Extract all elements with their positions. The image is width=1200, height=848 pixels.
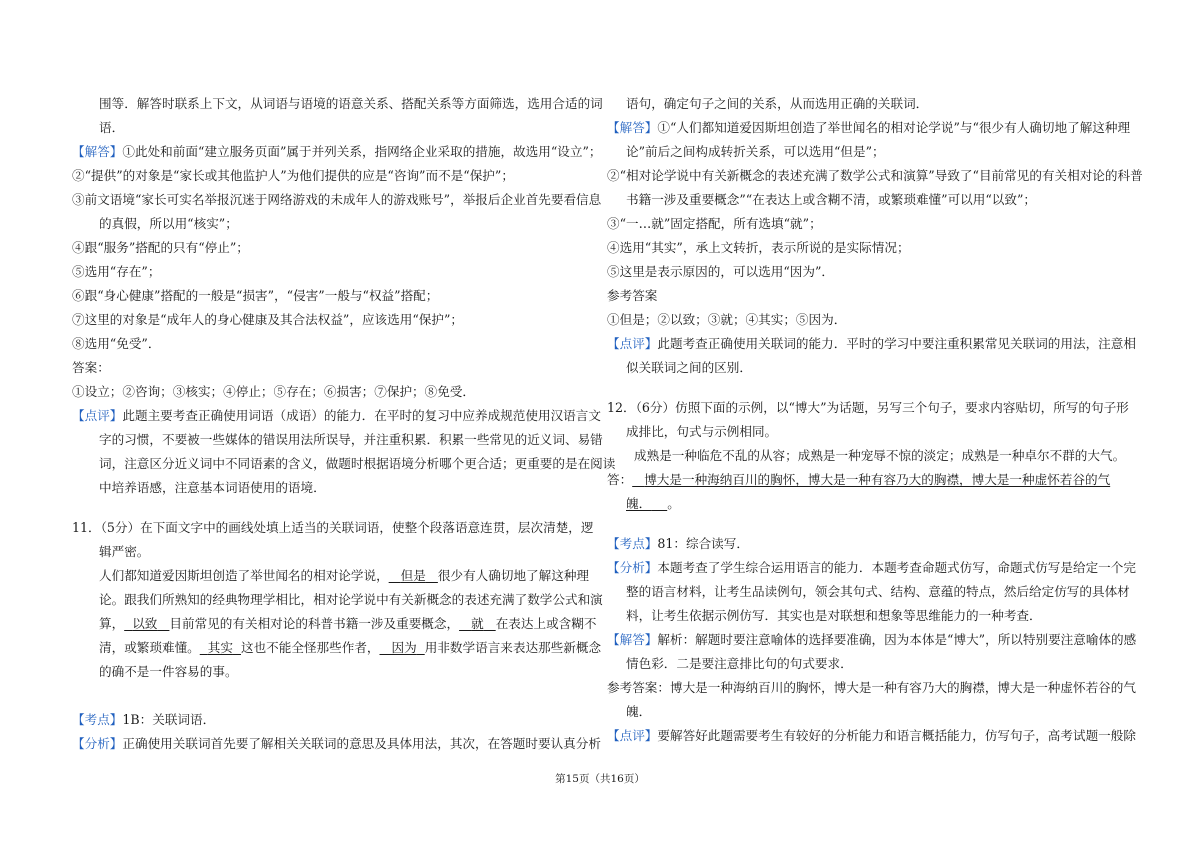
comment-tag: 【点评】 [72, 408, 123, 423]
text-line: 魄． [626, 704, 652, 719]
text-line: 中培养语感，注意基本词语使用的语境． [99, 480, 326, 495]
question-12-title: 12．（6分）仿照下面的示例，以“博大”为话题，另写三个句子，要求内容贴切，所写的句子形 [607, 400, 1129, 415]
fill-blank: 因为 [391, 640, 417, 655]
answer-list: ①但是；②以致；③就；④其实；⑤因为． [607, 312, 847, 327]
answer-underline: 魄． [626, 496, 652, 511]
text-line: ⑤这里是表示原因的，可以选用“因为”． [607, 264, 834, 279]
reference-answer: 参考答案：博大是一种海纳百川的胸怀，博大是一种有容乃大的胸襟，博大是一种虚怀若谷的气 [607, 680, 1136, 695]
answer-paragraph: 【解答】①“人们都知道爱因斯坦创造了举世闻名的相对论学说”与“很少有人确切地了解这种理 [607, 120, 1131, 135]
question-11-title: 11．（5分）在下面文字中的画线处填上适当的关联词语，使整个段落语意连贯，层次清楚，逻 [72, 520, 594, 535]
text-line: 的真假，所以用“核实”； [99, 216, 238, 231]
analysis-paragraph: 【分析】正确使用关联词首先要了解相关关联词的意思及具体用法，其次，在答题时要认真分析 [72, 736, 601, 751]
text-line: 辑严密。 [99, 544, 150, 559]
comment-tag: 【点评】 [607, 728, 658, 743]
text-line: 情色彩．二是要注意排比句的句式要求． [626, 656, 853, 671]
page-number-footer: 第15页（共16页） [555, 773, 645, 785]
fill-blank: 其实 [207, 640, 233, 655]
passage-line: 人们都知道爱因斯坦创造了举世闻名的相对论学说， 但是 很少有人确切地了解这种理 [99, 568, 589, 583]
text-line: ④选用“其实”，承上文转折，表示所说的是实际情况； [607, 240, 910, 255]
fill-blank: 但是 [400, 568, 426, 583]
text-line: 字的习惯，不要被一些媒体的错误用法所误导，并注重积累．积累一些常见的近义词、易错 [99, 432, 603, 447]
text-line: ②“相对论学说中有关新概念的表述充满了数学公式和演算”导致了“目前常见的有关相对论的科普 [607, 168, 1143, 183]
text-line: 料，让考生依据示例仿写．其实也是对联想和想象等思维能力的一种考查． [626, 608, 1042, 623]
reference-answer-label: 参考答案 [607, 288, 658, 303]
text-line: ④跟“服务”搭配的只有“停止”； [72, 240, 249, 255]
comment-paragraph: 【点评】要解答好此题需要考生有较好的分析能力和语言概括能力，仿写句子，高考试题一般除 [607, 728, 1136, 743]
answer-list: ①设立；②咨询；③核实；④停止；⑤存在；⑥损害；⑦保护；⑧免受． [72, 384, 475, 399]
text-line: ⑥跟“身心健康”搭配的一般是“损害”，“侵害”一般与“权益”搭配； [72, 288, 439, 303]
knowledge-point: 【考点】1B：关联词语． [72, 712, 216, 727]
passage-line: 清，或繁琐难懂。 其实 这也不能全怪那些作者， 因为 用非数学语言来表达那些新概念 [99, 640, 602, 655]
text-line: 成排比，句式与示例相同。 [626, 424, 778, 439]
analysis-tag: 【分析】 [72, 736, 123, 751]
text-line: ⑦这里的对象是“成年人的身心健康及其合法权益”，应该选用“保护”； [72, 312, 463, 327]
answer-tag: 【解答】 [607, 120, 658, 135]
passage-line: 算， 以致 目前常见的有关相对论的科普书籍一涉及重要概念， 就 在表达上或含糊不 [99, 616, 597, 631]
analysis-tag: 【分析】 [607, 560, 658, 575]
comment-tag: 【点评】 [607, 336, 658, 351]
fill-blank: 就 [471, 616, 484, 631]
knowledge-tag: 【考点】 [607, 536, 658, 551]
fill-blank: 以致 [132, 616, 158, 631]
text-line: 似关联词之间的区别． [626, 360, 752, 375]
answer-paragraph: 【解答】①此处和前面“建立服务页面”属于并列关系，指网络企业采取的措施，故选用“设立”； [72, 144, 602, 159]
text-line: 论”前后之间构成转折关系，可以选用“但是”； [626, 144, 885, 159]
knowledge-point: 【考点】81：综合读写． [607, 536, 749, 551]
passage-line: 的确不是一件容易的事。 [99, 664, 238, 679]
text-line: ③前文语境“家长可实名举报沉迷于网络游戏的未成年人的游戏账号”，举报后企业首先要看信息 [72, 192, 602, 207]
comment-paragraph: 【点评】此题主要考查正确使用词语（成语）的能力．在平时的复习中应养成规范使用汉语言文 [72, 408, 601, 423]
answer-tag: 【解答】 [72, 144, 123, 159]
text-line: 整的语言材料，让考生品读例句，领会其句式、结构、意蕴的特点，然后给定仿写的具体材 [626, 584, 1130, 599]
text-line: ②“提供”的对象是“家长或其他监护人”为他们提供的应是“咨询”而不是“保护”； [72, 168, 514, 183]
passage-line: 论。跟我们所熟知的经典物理学相比，相对论学说中有关新概念的表述充满了数学公式和演 [99, 592, 603, 607]
text-line: ③“一…就”固定搭配，所有选填“就”； [607, 216, 822, 231]
text-line: 书籍一涉及重要概念”“在表达上或含糊不清，或繁琐难懂”可以用“以致”； [626, 192, 1037, 207]
text-line: 答案： [72, 360, 110, 375]
knowledge-tag: 【考点】 [72, 712, 123, 727]
text-line: ⑤选用“存在”； [72, 264, 161, 279]
text-line: 围等．解答时联系上下文，从词语与语境的语意关系、搭配关系等方面筛选，选用合适的词 [99, 96, 603, 111]
student-answer-cont: 魄． 。 [626, 496, 680, 511]
example-sentence: 成熟是一种临危不乱的从容；成熟是一种宠辱不惊的淡定；成熟是一种卓尔不群的大气。 [634, 448, 1126, 463]
analysis-paragraph: 【分析】本题考查了学生综合运用语言的能力．本题考查命题式仿写，命题式仿写是给定一个完 [607, 560, 1136, 575]
answer-tag: 【解答】 [607, 632, 658, 647]
answer-paragraph: 【解答】解析：解题时要注意喻体的选择要准确，因为本体是“博大”，所以特别要注意喻体的感 [607, 632, 1137, 647]
student-answer: 答： 博大是一种海纳百川的胸怀，博大是一种有容乃大的胸襟，博大是一种虚怀若谷的气 [607, 472, 1111, 487]
comment-paragraph: 【点评】此题考查正确使用关联词的能力．平时的学习中要注重积累常见关联词的用法，注意相 [607, 336, 1136, 351]
answer-underline: 博大是一种海纳百川的胸怀，博大是一种有容乃大的胸襟，博大是一种虚怀若谷的气 [644, 472, 1111, 487]
text-line: 词，注意区分近义词中不同语素的含义，做题时根据语境分析哪个更合适；更重要的是在阅读 [99, 456, 616, 471]
text-line: ⑧选用“免受”． [72, 336, 161, 351]
text-line: 语． [99, 120, 125, 135]
text-line: 语句，确定句子之间的关系，从而选用正确的关联词． [626, 96, 929, 111]
